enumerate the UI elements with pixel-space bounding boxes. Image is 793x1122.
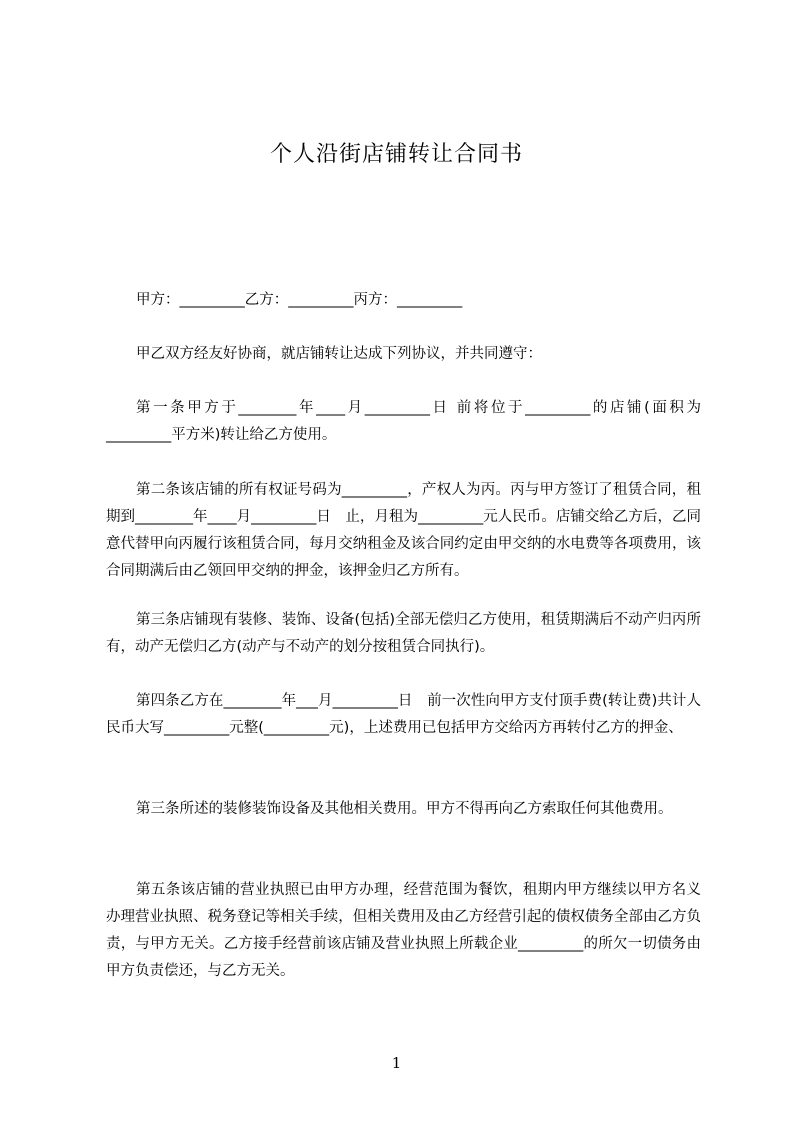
clause-3-continued: 第三条所述的装修装饰设备及其他相关费用。甲方不得再向乙方索取任何其他费用。: [136, 801, 673, 817]
parties-line: 甲方：_________乙方：_________丙方：_________: [136, 292, 463, 308]
clause-3: 第三条店铺现有装修、装饰、设备(包括)全部无偿归乙方使用，租赁期满后不动产归丙所有，动产无偿归乙方(动产与不动产的划分按租赁合同执行)。: [106, 612, 701, 655]
document-title: 个人沿街店铺转让合同书: [269, 142, 523, 167]
page-number: 1: [391, 1054, 402, 1072]
clause-4: 第四条乙方在________年___月_________日 前一次性向甲方支付顶手费(转让费)共计人民币大写_________元整(_________元)，上述费用已包括甲方交给丙方再转付乙方的押金、: [106, 693, 701, 736]
clause-5: 第五条该店铺的营业执照已由甲方办理，经营范围为餐饮，租期内甲方继续以甲方名义办理营业执照、税务登记等相关手续，但相关费用及由乙方经营引起的债权债务全部由乙方负责，与甲方无关。乙方接手经营前该店铺及营业执照上所载企业_________的所欠一切债务由甲方负责偿还，与乙方无关。: [106, 882, 701, 979]
clause-2: 第二条该店铺的所有权证号码为_________，产权人为丙。丙与甲方签订了租赁合同，租期到________年____月_________日 止，月租为_________元人民币。店铺交给乙方后，乙同意代替甲向丙履行该租赁合同，每月交纳租金及该合同约定由甲交纳的水电费等各项费用，该合同期满后由乙领回甲交纳的押金，该押金归乙方所有。: [106, 482, 701, 579]
intro-paragraph: 甲乙双方经友好协商，就店铺转让达成下列协议，并共同遵守：: [136, 346, 542, 362]
clause-1: 第一条甲方于________年____月_________日 前将位于_________的店铺(面积为_________平方米)转让给乙方使用。: [106, 400, 701, 443]
